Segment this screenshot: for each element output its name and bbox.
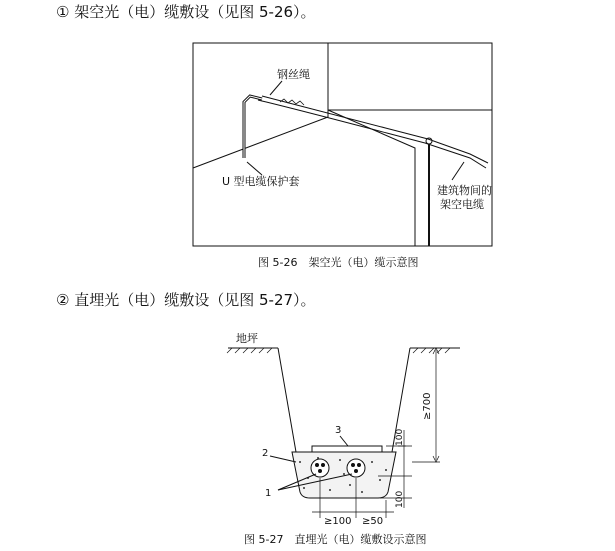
label-steel-wire: 钢丝绳 (277, 68, 310, 81)
left-building (193, 43, 328, 168)
label-building-cable-1: 建筑物间的 (437, 184, 492, 197)
trench-walls (278, 348, 410, 452)
dim-top-cover: 100 (395, 428, 405, 446)
right-building (328, 110, 492, 246)
figure27-caption: 图 5-27 直埋光（电）缆敷设示意图 (244, 533, 427, 546)
cover-slab (312, 446, 382, 452)
label-ground: 地坪 (236, 332, 258, 345)
callout-3: 3 (335, 425, 342, 436)
dim-cable-spacing: ≥100 (324, 516, 352, 527)
dim-bottom-cover: 100 (395, 490, 405, 508)
label-building-cable-2: 架空电缆 (440, 198, 484, 211)
dim-side-spacing: ≥50 (362, 516, 384, 527)
ground-hatch-right (413, 348, 450, 353)
figure26-drawing (193, 43, 492, 246)
section2-heading: ② 直埋光（电）缆敷设（见图 5-27）。 (56, 291, 316, 309)
dim-depth: ≥700 (422, 392, 433, 420)
callout-1: 1 (265, 488, 272, 499)
leader-u-guard (247, 162, 262, 175)
label-u-guard: U 型电缆保护套 (222, 175, 300, 188)
section1-heading: ① 架空光（电）缆敷设（见图 5-26）。 (56, 3, 316, 21)
leader-2 (270, 456, 296, 462)
leader-3 (340, 436, 348, 446)
figure27-drawing (227, 348, 460, 518)
ground-hatch-left (227, 348, 272, 353)
figure26-caption: 图 5-26 架空光（电）缆示意图 (258, 256, 419, 269)
cable-1 (311, 459, 329, 477)
callout-2: 2 (262, 448, 269, 459)
